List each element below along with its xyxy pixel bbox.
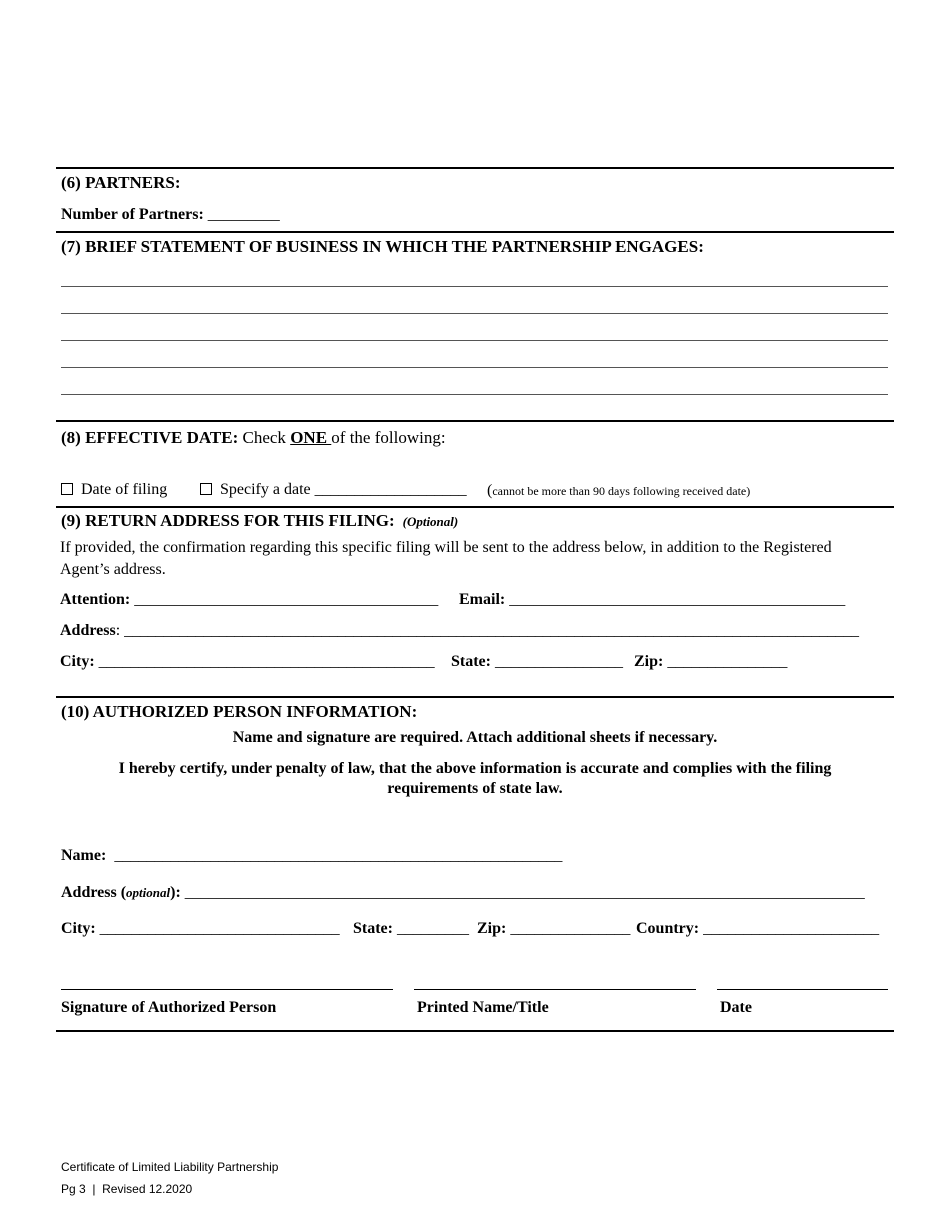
option-specify-date[interactable] xyxy=(200,481,467,499)
return-state-field[interactable] xyxy=(451,653,623,671)
return-city-label: City: xyxy=(60,653,95,670)
number-of-partners-label: Number of Partners: xyxy=(61,206,204,223)
date-note-text: cannot be more than 90 days following received date) xyxy=(492,484,751,498)
return-zip-blank[interactable]: _______________ xyxy=(667,653,788,670)
section-10-title: (10) AUTHORIZED PERSON INFORMATION: xyxy=(61,702,418,721)
auth-name-blank[interactable]: ________________________________________________________ xyxy=(114,847,563,864)
divider-8 xyxy=(56,420,894,422)
footer-title: Certificate of Limited Liability Partnership xyxy=(61,1160,279,1174)
section-8-title: (8) EFFECTIVE DATE: xyxy=(61,428,239,447)
return-city-blank[interactable]: __________________________________________ xyxy=(98,653,435,670)
date-note-paren: ( xyxy=(487,482,493,499)
option-date-of-filing[interactable] xyxy=(61,481,167,499)
date-note xyxy=(487,482,750,500)
auth-state-label: State: xyxy=(353,920,393,937)
auth-name-field[interactable] xyxy=(61,847,562,865)
date-label: Date xyxy=(720,999,752,1016)
return-address-blank[interactable]: _____________________________________________________________________________________________ xyxy=(124,622,859,639)
return-address-colon: : xyxy=(115,622,121,639)
divider-10 xyxy=(56,696,894,698)
auth-address-blank[interactable]: _____________________________________________________________________________________ xyxy=(184,884,865,901)
section-9-description-line-1: If provided, the confirmation regarding this specific filing will be sent to the address below, in addition to the Registered xyxy=(60,539,832,556)
section-8-heading xyxy=(61,428,446,448)
checkbox-icon[interactable] xyxy=(61,483,73,495)
divider-top xyxy=(56,167,894,169)
return-zip-label: Zip: xyxy=(634,653,664,670)
auth-city-label: City: xyxy=(61,920,96,937)
auth-country-blank[interactable]: ______________________ xyxy=(703,920,880,937)
option-specify-date-label: Specify a date xyxy=(220,481,311,498)
section-8-instruction-emph: ONE xyxy=(290,428,332,447)
auth-zip-label: Zip: xyxy=(477,920,507,937)
section-8-instruction-post: of the following: xyxy=(331,428,446,447)
divider-9 xyxy=(56,506,894,508)
business-statement-line-3[interactable] xyxy=(61,340,888,341)
divider-bottom xyxy=(56,1030,894,1032)
specify-date-blank[interactable]: ___________________ xyxy=(314,481,467,498)
printed-name-label: Printed Name/Title xyxy=(417,999,549,1016)
business-statement-line-1[interactable] xyxy=(61,286,888,287)
return-zip-field[interactable] xyxy=(634,653,787,671)
auth-state-field[interactable] xyxy=(353,920,469,938)
business-statement-line-5[interactable] xyxy=(61,394,888,395)
business-statement-line-2[interactable] xyxy=(61,313,888,314)
auth-name-label: Name: xyxy=(61,847,107,864)
auth-address-optional: optional xyxy=(126,885,171,900)
business-statement-line-4[interactable] xyxy=(61,367,888,368)
number-of-partners-field[interactable] xyxy=(61,206,280,224)
section-9-heading xyxy=(61,511,458,531)
section-9-description-line-2: Agent’s address. xyxy=(60,561,166,578)
return-address-label: Address xyxy=(60,622,116,639)
email-label: Email: xyxy=(459,591,506,608)
section-9-title: (9) RETURN ADDRESS FOR THIS FILING: xyxy=(61,511,395,530)
section-9-optional: (Optional) xyxy=(402,514,459,529)
divider-7 xyxy=(56,231,894,233)
footer-page: Pg 3 | Revised 12.2020 xyxy=(61,1182,193,1196)
certify-line-1: I hereby certify, under penalty of law, that the above information is accurate and complies with the filing xyxy=(118,760,832,777)
date-line[interactable] xyxy=(717,989,888,990)
certify-line-2: requirements of state law. xyxy=(387,780,563,797)
printed-name-line[interactable] xyxy=(414,989,696,990)
auth-zip-blank[interactable]: _______________ xyxy=(510,920,631,937)
attention-label: Attention: xyxy=(60,591,131,608)
required-note: Name and signature are required. Attach additional sheets if necessary. xyxy=(232,729,718,746)
attention-field[interactable] xyxy=(60,591,438,609)
option-date-of-filing-label: Date of filing xyxy=(81,481,168,498)
signature-line[interactable] xyxy=(61,989,393,990)
checkbox-icon[interactable] xyxy=(200,483,212,495)
auth-city-blank[interactable]: ______________________________ xyxy=(99,920,340,937)
return-city-field[interactable] xyxy=(60,653,435,671)
email-field[interactable] xyxy=(459,591,845,609)
section-8-instruction-pre: Check xyxy=(242,428,286,447)
auth-country-field[interactable] xyxy=(636,920,879,938)
auth-address-field[interactable] xyxy=(61,884,865,902)
auth-address-label: Address ( xyxy=(61,884,127,901)
email-blank[interactable]: __________________________________________ xyxy=(509,591,846,608)
return-address-field[interactable] xyxy=(60,622,859,640)
number-of-partners-blank[interactable]: _________ xyxy=(207,206,280,223)
auth-state-blank[interactable]: _________ xyxy=(396,920,469,937)
auth-country-label: Country: xyxy=(636,920,700,937)
auth-city-field[interactable] xyxy=(61,920,340,938)
section-7-title: (7) BRIEF STATEMENT OF BUSINESS IN WHICH THE PARTNERSHIP ENGAGES: xyxy=(61,237,704,256)
attention-blank[interactable]: ______________________________________ xyxy=(134,591,439,608)
section-6-title: (6) PARTNERS: xyxy=(61,173,181,192)
return-state-blank[interactable]: ________________ xyxy=(494,653,623,670)
auth-address-label-end: ): xyxy=(170,884,181,901)
signature-label: Signature of Authorized Person xyxy=(61,999,277,1016)
auth-zip-field[interactable] xyxy=(477,920,630,938)
return-state-label: State: xyxy=(451,653,491,670)
